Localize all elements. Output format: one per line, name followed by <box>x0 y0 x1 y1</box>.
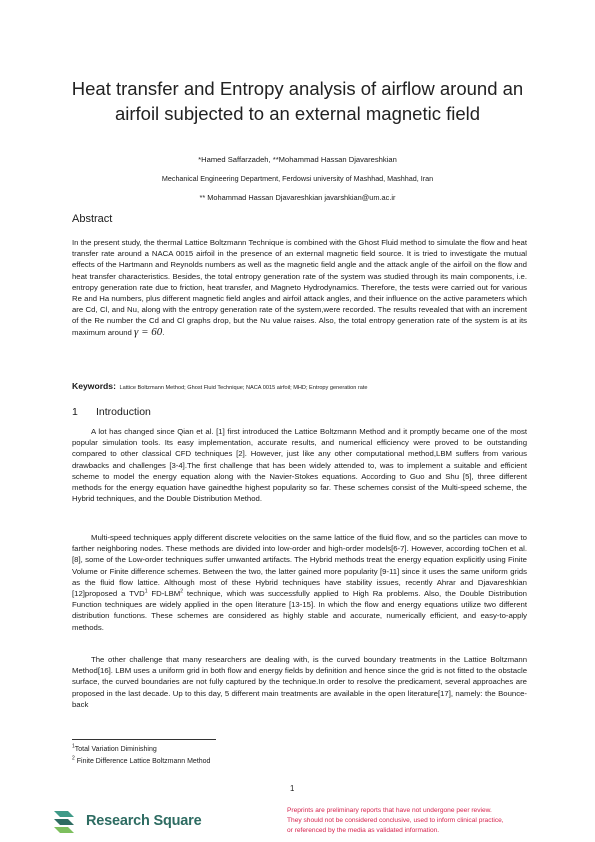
footnote-mark: 1 <box>72 743 75 750</box>
paper-title: Heat transfer and Entropy analysis of airflow around an airfoil subjected to an external magnetic field <box>71 78 524 124</box>
intro-paragraph-3 <box>72 654 527 710</box>
footnote-text: Total Variation Diminishing <box>74 746 157 753</box>
notice-line: or referenced by the media as validated information. <box>287 827 440 834</box>
section-title: Introduction <box>96 406 151 418</box>
footnote-2 <box>72 755 211 765</box>
author-affiliation: Mechanical Engineering Department, Ferdowsi university of Mashhad, Mashhad, Iran <box>161 174 434 183</box>
notice-line: They should not be considered conclusive, used to inform clinical practice, <box>287 817 504 824</box>
abstract-heading: Abstract <box>72 213 113 225</box>
footnote-ref-1[interactable]: 1 <box>144 588 148 595</box>
footnote-ref-2[interactable]: 2 <box>180 588 184 595</box>
section-heading-introduction <box>72 406 151 418</box>
paragraph-text: Multi-speed techniques apply different discrete velocities on the same lattice of the fluid flow, and so the particles can move to farther neighboring nodes. These methods are divided into low-order and high-order models[6-7]. However, according toChen et al.[8], some of the Low-order techniques suffer unwanted artifacts. The Hybrid methods treat the energy equation explicitly using Finite Volume or Finite difference schemes. Between the two, the latter gained more popularity [9-11] since it uses the same uniform grids as the fluid flow lattice. Although most of these Hybrid techniques have stability issues, recently Ahrar and Djavareshkian [12]proposed a TVD <box>72 533 527 599</box>
paragraph-text: FD-LBM <box>147 589 181 599</box>
abstract-text: In the present study, the thermal Lattice Boltzmann Technique is combined with the Ghost Fluid method to simulate the flow and heat transfer rate around a NACA 0015 airfoil in the presence of an external magnetic field source. It is tried to investigate the mutual effects of the Hartmann and Reynolds numbers as well as the magnetic field angle and the attack angle of the airfoil on the flow and heat transfer characteristics. Besides, the total entropy generation rate of the system was studied through its main components, i.e. entropy generation rate due to friction, heat transfer, and Magneto Hydrodynamics. Therefore, the tests were carried out for various Re and Ha numbers, plus different magnetic field angles and airfoil attack angles, and their influence on the active parameters which are Cd, Cl, and Nu, along with the entropy generation rate of the system,were recorded. The results revealed that with an increment of the Re number the Cd and Cl graphs drop, but the Nu value raises. Also, the total entropy generation rate of the system is at its maximum around <box>72 238 527 337</box>
keywords-line <box>72 381 527 391</box>
research-square-logo[interactable] <box>50 808 201 834</box>
footnote-text: Finite Difference Lattice Boltzmann Method <box>76 758 211 765</box>
author-list: *Hamed Saffarzadeh, **Mohammad Hassan Djavareshkian <box>198 155 397 164</box>
notice-line: Preprints are preliminary reports that have not undergone peer review. <box>287 807 492 814</box>
paragraph-text: A lot has changed since Qian et al. [1] first introduced the Lattice Boltzmann Method and it promptly became one of the most popular simulation tools. Its easy implementation, accurate results, and numerical efficiency were proved to be outstanding compared to other classical CFD techniques [2]. However, just like any other computational method,LBM suffers from various drawbacks and challenges [3-4].The first challenge that has been widely attended to, was to implement a suitable and efficient scheme to model the energy equation along with the Navier-Stokes equations. According to Guo and Shu [5], three different methods for the energy equation have gainedthe highest popularity so far. These schemes consist of the Multi-speed scheme, the Hybrid techniques, and the Double Distribution Method. <box>72 427 527 504</box>
paragraph-text: The other challenge that many researchers are dealing with, is the curved boundary treatments in the Lattice Boltzmann Method[16]. LBM uses a uniform grid in both flow and energy fields by definition and hence since the grid is not fitted to the obstacle surface, the curved boundaries are not fully captured by the technique.In order to resolve the predicament, several approaches are proposed in the last decade. Up to this day, 5 different main treatments are available in the open literature[17], namely: the Bounce-back <box>72 655 527 709</box>
preprint-notice <box>287 806 549 836</box>
keywords-text: Lattice Boltzmann Method; Ghost Fluid Technique; NACA 0015 airfoil; MHD; Entropy generation rate <box>119 385 368 391</box>
footnote-mark: 2 <box>72 755 75 762</box>
abstract-equation: γ = 60 <box>134 325 163 338</box>
page-number: 1 <box>290 784 295 793</box>
intro-paragraph-2 <box>72 532 527 633</box>
section-number: 1 <box>72 406 78 418</box>
abstract-end: . <box>162 327 165 337</box>
footnote-1 <box>72 743 157 753</box>
logo-text: Research Square <box>86 813 202 829</box>
corresponding-author: ** Mohammad Hassan Djavareshkian javarshkian@um.ac.ir <box>199 193 396 202</box>
intro-paragraph-1 <box>72 426 527 504</box>
abstract-body <box>72 237 527 338</box>
paragraph-text: technique, which was successfully applied to High Ra problems. Also, the Double Distribution Function techniques are widely applied in the open literature [13-15]. In which the flow and energy equations utilize two different distribution functions. These schemes are considered as highly stable and accurate, numerically efficient, and easy-to-apply methods. <box>72 589 527 632</box>
keywords-label: Keywords: <box>72 381 116 391</box>
research-square-logo-icon <box>50 808 80 834</box>
footnote-divider <box>72 739 216 740</box>
